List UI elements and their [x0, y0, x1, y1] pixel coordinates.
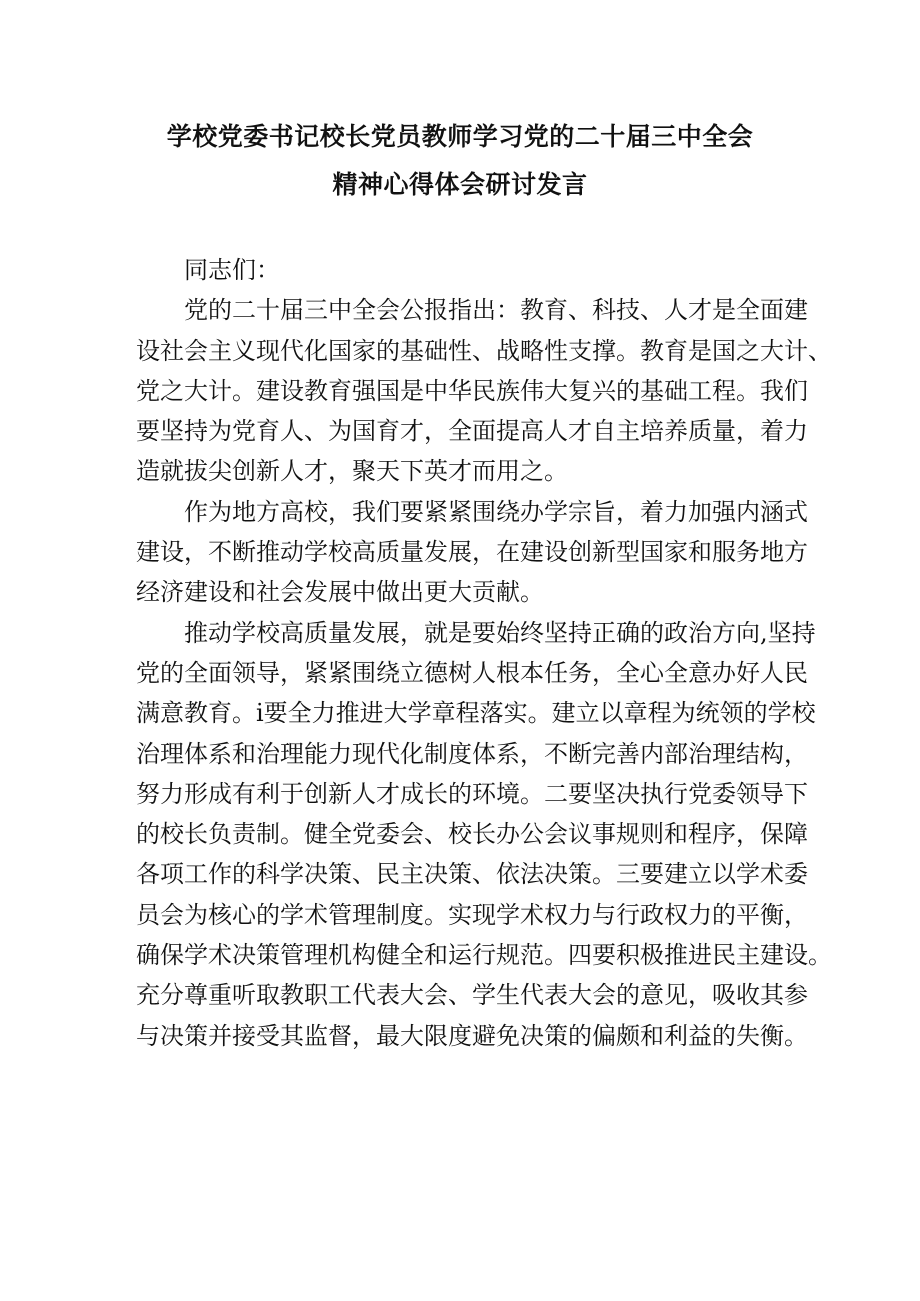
document-body [136, 250, 832, 1056]
text-line: 与决策并接受其监督，最大限度避免决策的偏颇和利益的失衡。 [136, 1021, 808, 1050]
text-line: 满意教育。i要全力推进大学章程落实。建立以章程为统领的学校 [136, 699, 816, 728]
text-line: 经济建设和社会发展中做出更大贡献。 [136, 578, 544, 607]
text-line: 党之大计。建设教育强国是中华民族伟大复兴的基础工程。我们 [136, 376, 808, 405]
title-line-2: 精神心得体会研讨发言 [332, 170, 588, 199]
paragraph-2 [136, 492, 808, 613]
text-line: 各项工作的科学决策、民主决策、依法决策。三要建立以学术委 [136, 860, 808, 889]
salutation-paragraph [136, 250, 786, 290]
text-line: 努力形成有利于创新人才成长的环境。二要坚决执行党委领导下 [136, 779, 808, 808]
title-line-1: 学校党委书记校长党员教师学习党的二十届三中全会 [166, 122, 754, 151]
text-line: 员会为核心的学术管理制度。实现学术权力与行政权力的平衡， [136, 900, 808, 929]
text-line: 党的二十届三中全会公报指出：教育、科技、人才是全面建 [184, 296, 808, 325]
paragraph-3 [136, 613, 832, 1056]
text-line: 的校长负责制。健全党委会、校长办公会议事规则和程序，保障 [136, 820, 808, 849]
salutation: 同志们： [184, 256, 280, 284]
text-line: 党的全面领导，紧紧围绕立德树人根本任务，全心全意办好人民 [136, 658, 808, 687]
text-line: 作为地方高校，我们要紧紧围绕办学宗旨，着力加强内涵式 [184, 497, 808, 526]
text-line: 充分尊重听取教职工代表大会、学生代表大会的意见，吸收其参 [136, 981, 808, 1010]
text-line: 建设，不断推动学校高质量发展，在建设创新型国家和服务地方 [136, 538, 808, 567]
text-line: 确保学术决策管理机构健全和运行规范。四要积极推进民主建设。 [136, 941, 832, 970]
paragraph-1 [136, 290, 832, 491]
text-line: 设社会主义现代化国家的基础性、战略性支撑。教育是国之大计、 [136, 336, 832, 365]
text-line: 治理体系和治理能力现代化制度体系，不断完善内部治理结构， [136, 739, 808, 768]
text-line: 要坚持为党育人、为国育才，全面提高人才自主培养质量，着力 [136, 417, 808, 446]
text-line: 推动学校高质量发展，就是要始终坚持正确的政治方向,坚持 [184, 618, 816, 647]
text-line: 造就拔尖创新人才，聚天下英才而用之。 [136, 457, 568, 486]
document-title [0, 113, 920, 209]
